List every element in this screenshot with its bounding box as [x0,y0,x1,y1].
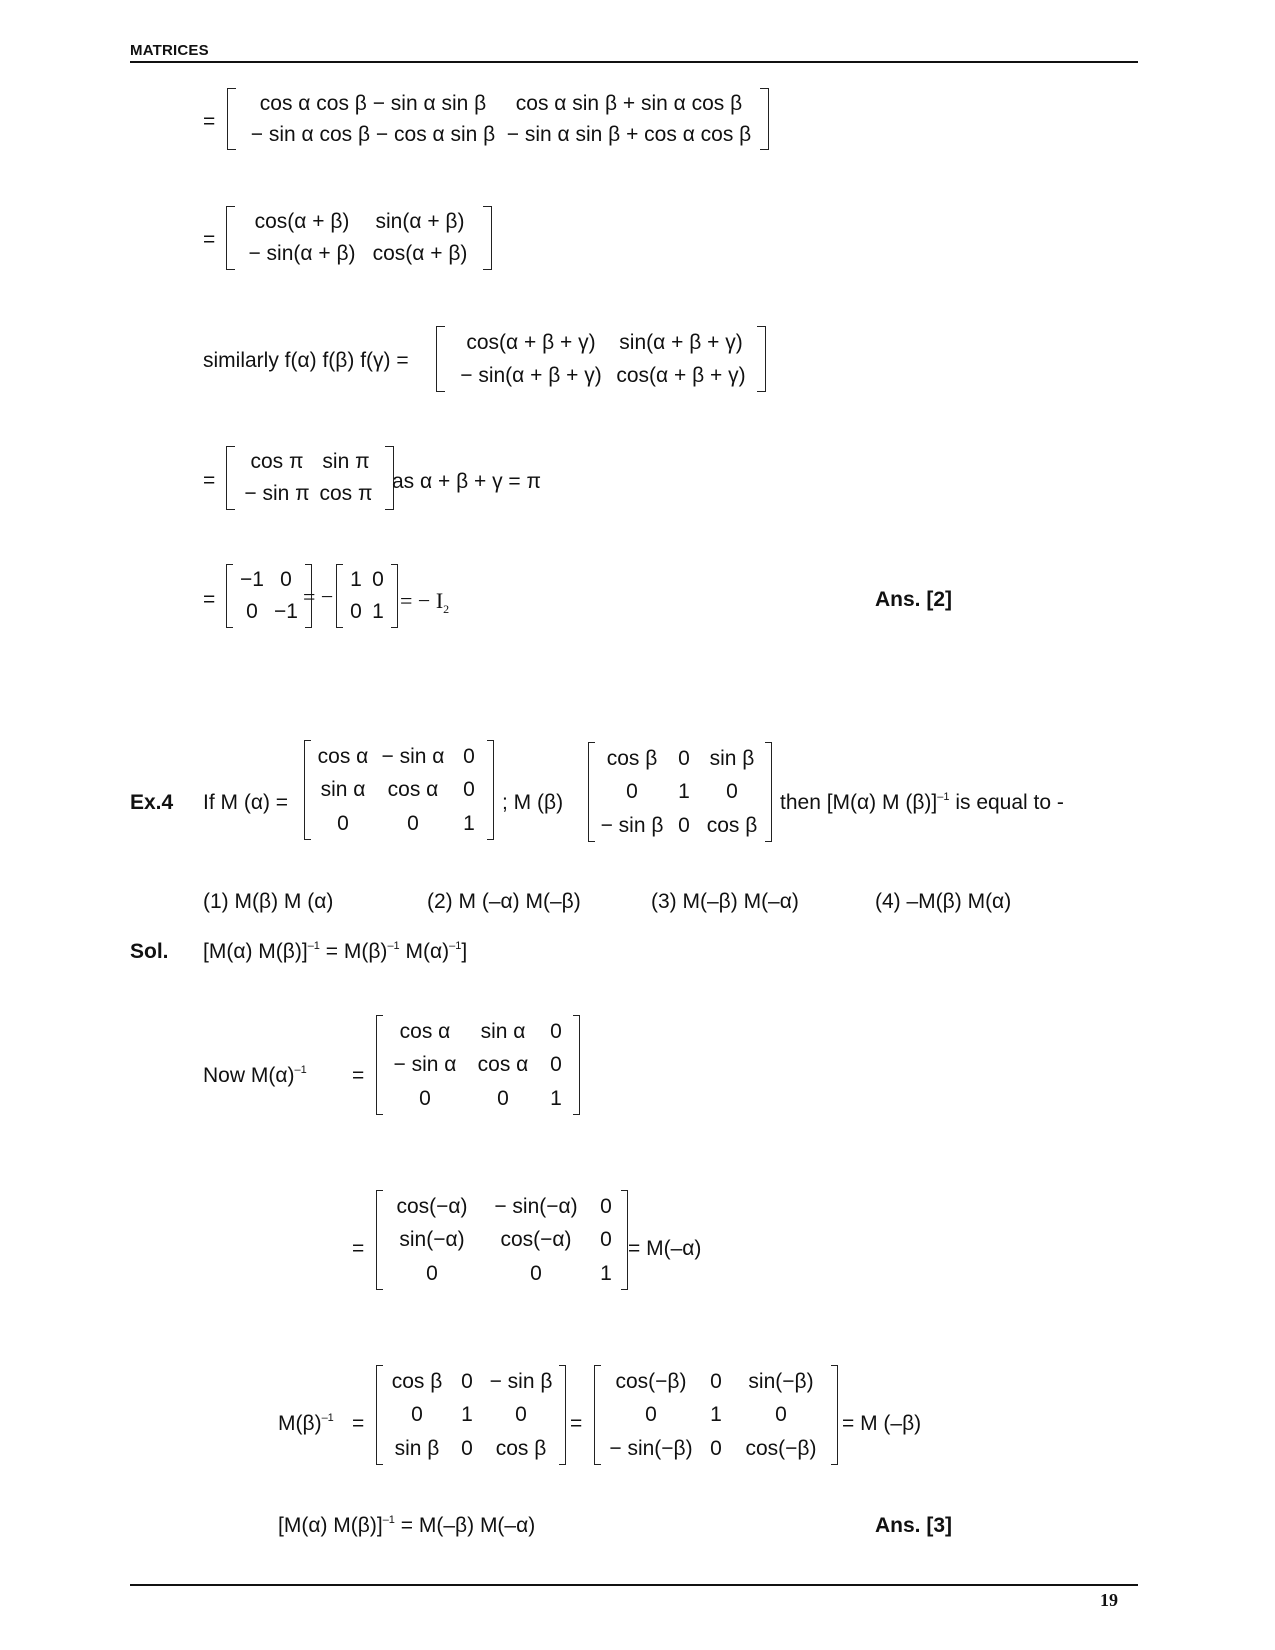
left-bracket [336,564,343,628]
matrix-cell: cos(−β) [615,1370,687,1394]
matrix-cell: sin α [480,1020,526,1044]
right-bracket [559,1365,566,1465]
condition-text: as α + β + γ = π [392,470,542,493]
section-title: MATRICES [130,42,209,59]
left-bracket [226,564,233,628]
matrix-cell: − sin β [600,813,664,837]
matrix-cell: cos α cos β − sin α sin β [259,91,487,115]
expr: M(α) [399,940,450,963]
left-bracket [436,326,445,392]
matrix-m-alpha [304,740,494,840]
right-bracket [621,1190,628,1290]
matrix-cell: 0 [678,813,690,837]
matrix-cell: 0 [678,747,690,771]
left-bracket [376,1365,383,1465]
matrix-product-expanded [227,88,769,150]
matrix-cell: cos(−α) [396,1195,468,1219]
left-bracket [304,740,311,840]
equals-sign: = [203,469,216,492]
matrix-cell: sin π [322,450,370,474]
matrix-cell: cos(−β) [745,1436,817,1460]
matrix-cell: −1 [274,600,298,624]
matrix-cell: cos(α + β + γ) [616,363,746,387]
page-number: 19 [1100,1590,1118,1610]
matrix-cell: 0 [350,600,362,624]
matrix-cell: 0 [426,1261,438,1285]
final-result [278,1514,535,1538]
left-bracket [594,1365,601,1465]
matrix-cell: 0 [497,1086,509,1110]
expr: = M(β) [319,940,388,963]
matrix-cell: − sin π [244,482,310,506]
matrix-m-beta [588,742,772,842]
matrix-cell: − sin(α + β + γ) [460,363,602,387]
matrix-cell: cos α [477,1053,529,1077]
superscript: –1 [449,940,462,952]
matrix-cell: 0 [626,780,638,804]
question-part: then [M(α) M (β)] [780,791,938,814]
right-bracket [757,326,766,392]
matrix-m-neg-beta [594,1365,838,1465]
matrix-cell: 1 [710,1403,722,1427]
equals-minus: = − [303,584,334,609]
matrix-cell: sin α [320,778,366,802]
right-bracket [487,740,494,840]
question-part: is equal to - [949,791,1064,814]
left-bracket [588,742,595,842]
matrix-cell: sin(−β) [748,1370,814,1394]
matrix-cell: 0 [710,1370,722,1394]
matrix-cell: sin(−α) [399,1228,465,1252]
right-bracket [760,88,769,150]
matrix-cell: 0 [407,811,419,835]
matrix-cell: cos α sin β + sin α cos β [515,91,743,115]
right-bracket [765,742,772,842]
left-bracket [376,1190,383,1290]
matrix-cell: cos π [319,482,373,506]
matrix-cell: 1 [550,1086,562,1110]
left-bracket [227,88,236,150]
expr: [M(α) M(β)] [278,1514,383,1537]
superscript: –1 [294,1064,307,1076]
right-bracket [483,206,492,270]
option-4: (4) –M(β) M(α) [875,890,1012,913]
now-m-alpha-inverse-label [203,1064,307,1088]
expr: ] [461,940,468,963]
equals-sign: = [570,1412,583,1435]
matrix-cell: − sin α [393,1053,457,1077]
matrix-cell: 0 [461,1370,473,1394]
superscript: –1 [387,940,400,952]
matrix-m-beta-inverse [376,1365,566,1465]
right-bracket [391,564,398,628]
option-3: (3) M(–β) M(–α) [651,890,799,913]
left-bracket [376,1015,383,1115]
superscript: –1 [307,940,320,952]
matrix-cell: 1 [372,600,384,624]
superscript: –1 [937,791,950,803]
matrix-cell: − sin α cos β − cos α sin β [250,122,496,146]
result-neg-identity [400,588,449,614]
matrix-cell: cos α [399,1020,451,1044]
matrix-m-neg-alpha [376,1190,628,1290]
matrix-cell: cos α [317,745,369,769]
matrix-cell: − sin(α + β) [248,242,356,266]
result-text: = − I [400,588,444,613]
matrix-pi [226,446,394,510]
matrix-cell: sin(α + β + γ) [619,330,743,354]
matrix-cell: 0 [600,1228,612,1252]
expr: = M(–β) M(–α) [394,1514,536,1537]
matrix-cell: cos β [706,813,758,837]
equals-sign: = [203,228,216,251]
matrix-cell: sin β [394,1436,440,1460]
expr: [M(α) M(β)] [203,940,308,963]
right-bracket [573,1015,580,1115]
m-beta-inverse-label [278,1412,334,1436]
matrix-cell: − sin β [489,1370,553,1394]
matrix-cell: 1 [350,568,362,592]
superscript: –1 [321,1412,334,1424]
answer-label: Ans. [2] [875,588,953,611]
matrix-cell: 0 [463,745,475,769]
matrix-cell: 0 [515,1403,527,1427]
matrix-cell: 0 [726,780,738,804]
example-label: Ex.4 [130,791,174,814]
matrix-sum-angles [226,206,492,270]
matrix-cell: 0 [645,1403,657,1427]
result-m-neg-beta: = M (–β) [842,1412,922,1435]
matrix-cell: cos β [391,1370,443,1394]
header-rule [130,61,1138,63]
matrix-cell: 0 [600,1195,612,1219]
equals-sign: = [352,1412,365,1435]
matrix-triple-sum [436,326,766,392]
matrix-cell: 0 [550,1053,562,1077]
matrix-cell: 0 [411,1403,423,1427]
result-m-neg-alpha: = M(–α) [628,1237,702,1260]
equals-sign: = [203,110,216,133]
matrix-cell: −1 [240,568,264,592]
matrix-cell: − sin α sin β + cos α cos β [506,122,752,146]
matrix-cell: cos π [250,450,304,474]
matrix-cell: cos(−α) [500,1228,572,1252]
solution-line-1 [203,940,467,964]
matrix-cell: cos(α + β) [372,242,468,266]
matrix-cell: 1 [600,1261,612,1285]
matrix-cell: cos(α + β + γ) [466,330,596,354]
matrix-neg-identity [226,564,312,628]
subscript: 2 [443,602,450,616]
matrix-cell: − sin(−β) [609,1436,693,1460]
matrix-identity [336,564,398,628]
label-text: M(β) [278,1412,322,1435]
answer-label: Ans. [3] [875,1514,953,1537]
matrix-cell: − sin α [381,745,445,769]
matrix-cell: 0 [419,1086,431,1110]
left-bracket [226,206,235,270]
matrix-cell: cos α [387,778,439,802]
superscript: –1 [382,1514,395,1526]
matrix-cell: cos β [495,1436,547,1460]
matrix-cell: 1 [678,780,690,804]
matrix-cell: 0 [372,568,384,592]
example-prefix: If M (α) = [203,791,289,814]
matrix-cell: 0 [530,1261,542,1285]
equals-sign: = [352,1237,365,1260]
matrix-cell: 0 [550,1020,562,1044]
equals-sign: = [352,1064,365,1087]
solution-label: Sol. [130,940,169,963]
left-bracket [226,446,235,510]
matrix-cell: 0 [246,600,258,624]
matrix-cell: cos(α + β) [254,210,350,234]
matrix-cell: 0 [280,568,292,592]
matrix-cell: 0 [461,1436,473,1460]
option-1: (1) M(β) M (α) [203,890,334,913]
label-text: Now M(α) [203,1064,295,1087]
matrix-cell: − sin(−α) [494,1195,578,1219]
separator-m-beta: ; M (β) [502,791,564,814]
option-2: (2) M (–α) M(–β) [427,890,581,913]
footer-rule [130,1584,1138,1586]
right-bracket [831,1365,838,1465]
question-text [780,791,1064,815]
matrix-cell: 0 [337,811,349,835]
similarly-statement: similarly f(α) f(β) f(γ) = [203,349,409,372]
matrix-cell: sin(α + β) [375,210,465,234]
matrix-cell: 1 [463,811,475,835]
matrix-cell: 0 [775,1403,787,1427]
equals-sign: = [203,588,216,611]
matrix-cell: sin β [709,747,755,771]
matrix-cell: 0 [463,778,475,802]
matrix-cell: 0 [710,1436,722,1460]
matrix-m-alpha-inverse [376,1015,580,1115]
matrix-cell: cos β [606,747,658,771]
matrix-cell: 1 [461,1403,473,1427]
